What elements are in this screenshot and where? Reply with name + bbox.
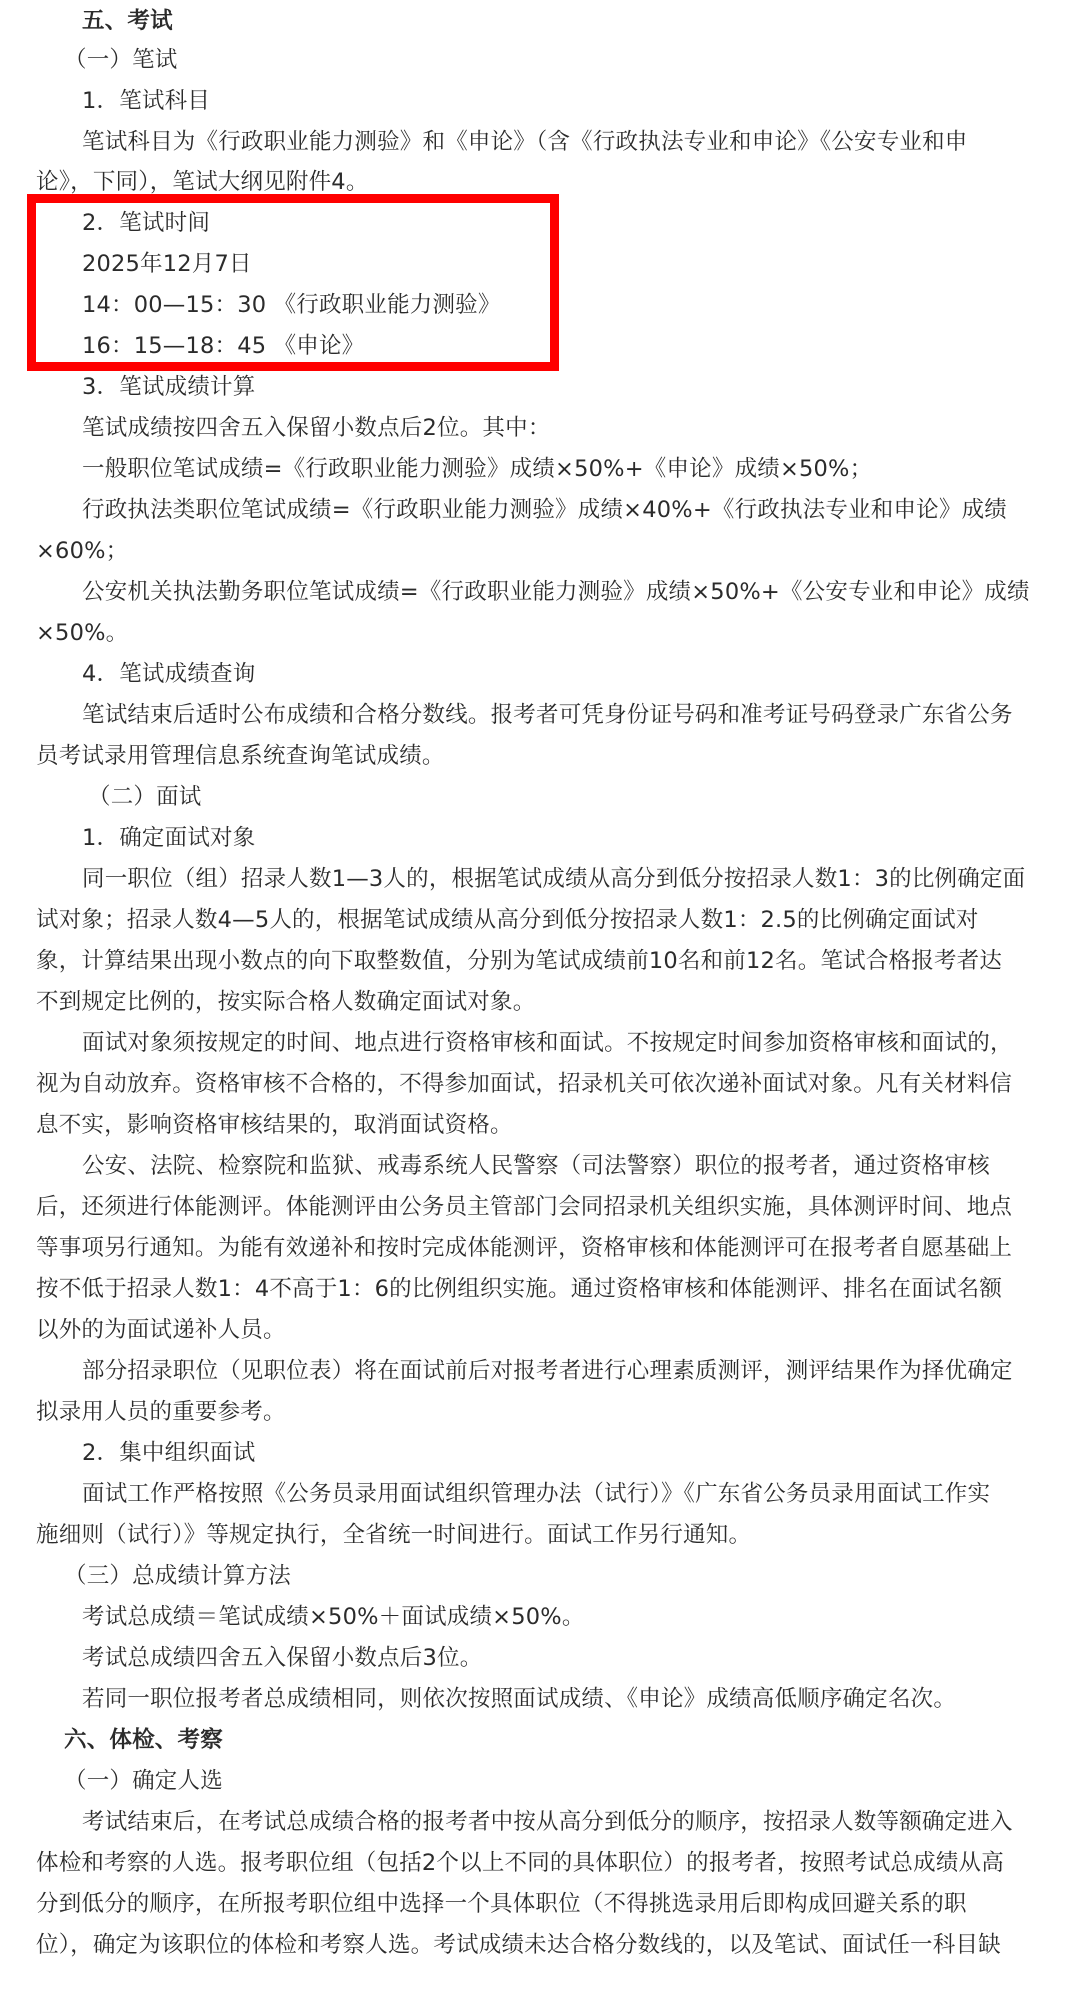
paragraph-line: ×60%； — [36, 538, 129, 564]
paragraph-line: 象，计算结果出现小数点的向下取整数值，分别为笔试成绩前10名和前12名。笔试合格报考者达 — [36, 948, 1003, 974]
paragraph-line: 不到规定比例的，按实际合格人数确定面试对象。 — [36, 989, 536, 1015]
paragraph-line: 拟录用人员的重要参考。 — [36, 1399, 286, 1425]
exam-session-2: 16：15—18：45 《申论》 — [82, 333, 365, 359]
section-heading: 五、考试 — [82, 8, 173, 34]
exam-session-1: 14：00—15：30 《行政职业能力测验》 — [82, 292, 501, 318]
paragraph-line: 笔试科目为《行政职业能力测验》和《申论》（含《行政执法专业和申论》《公安专业和申 — [82, 129, 968, 155]
item-heading: 4．笔试成绩查询 — [82, 661, 256, 687]
paragraph-line: 视为自动放弃。资格审核不合格的，不得参加面试，招录机关可依次递补面试对象。凡有关材料信 — [36, 1071, 1013, 1097]
paragraph-line: 同一职位（组）招录人数1—3人的，根据笔试成绩从高分到低分按招录人数1：3的比例确定面 — [82, 866, 1026, 892]
item-heading: 2．笔试时间 — [82, 210, 211, 236]
paragraph-line: 一般职位笔试成绩=《行政职业能力测验》成绩×50%+《申论》成绩×50%； — [82, 456, 873, 482]
paragraph-line: 公安、法院、检察院和监狱、戒毒系统人民警察（司法警察）职位的报考者，通过资格审核 — [82, 1153, 991, 1179]
item-heading: 1．笔试科目 — [82, 88, 211, 114]
subsection-heading: （三）总成绩计算方法 — [64, 1563, 292, 1589]
paragraph-line: 笔试成绩按四舍五入保留小数点后2位。其中： — [82, 415, 551, 441]
paragraph-line: 若同一职位报考者总成绩相同，则依次按照面试成绩、《申论》成绩高低顺序确定名次。 — [82, 1686, 957, 1712]
paragraph-line: 考试总成绩＝笔试成绩×50%＋面试成绩×50%。 — [82, 1604, 585, 1630]
subsection-heading: （二）面试 — [88, 784, 202, 810]
paragraph-line: ×50%。 — [36, 620, 129, 646]
paragraph-line: 笔试结束后适时公布成绩和合格分数线。报考者可凭身份证号码和准考证号码登录广东省公务 — [82, 702, 1013, 728]
item-heading: 1．确定面试对象 — [82, 825, 256, 851]
paragraph-line: 面试工作严格按照《公务员录用面试组织管理办法（试行）》《广东省公务员录用面试工作实 — [82, 1481, 991, 1507]
paragraph-line: 体检和考察的人选。报考职位组（包括2个以上不同的具体职位）的报考者，按照考试总成绩从高 — [36, 1850, 1004, 1876]
paragraph-line: 部分招录职位（见职位表）将在面试前后对报考者进行心理素质测评，测评结果作为择优确定 — [82, 1358, 1013, 1384]
paragraph-line: 位），确定为该职位的体检和考察人选。考试成绩未达合格分数线的，以及笔试、面试任一科目缺 — [36, 1932, 1001, 1958]
paragraph-line: 以外的为面试递补人员。 — [36, 1317, 286, 1343]
paragraph-line: 后，还须进行体能测评。体能测评由公务员主管部门会同招录机关组织实施，具体测评时间、地点 — [36, 1194, 1013, 1220]
section-heading: 六、体检、考察 — [64, 1727, 223, 1753]
subsection-heading: （一）确定人选 — [64, 1768, 223, 1794]
paragraph-line: 施细则（试行）》等规定执行，全省统一时间进行。面试工作另行通知。 — [36, 1522, 752, 1548]
paragraph-line: 面试对象须按规定的时间、地点进行资格审核和面试。不按规定时间参加资格审核和面试的， — [82, 1030, 1013, 1056]
exam-date: 2025年12月7日 — [82, 251, 252, 277]
paragraph-line: 论》，下同），笔试大纲见附件4。 — [36, 169, 369, 195]
paragraph-line: 试对象；招录人数4—5人的，根据笔试成绩从高分到低分按招录人数1：2.5的比例确定面试对 — [36, 907, 979, 933]
subsection-heading: （一）笔试 — [64, 47, 178, 73]
paragraph-line: 考试总成绩四舍五入保留小数点后3位。 — [82, 1645, 483, 1671]
paragraph-line: 员考试录用管理信息系统查询笔试成绩。 — [36, 743, 445, 769]
paragraph-line: 按不低于招录人数1：4不高于1：6的比例组织实施。通过资格审核和体能测评、排名在面试名额 — [36, 1276, 1003, 1302]
paragraph-line: 分到低分的顺序，在所报考职位组中选择一个具体职位（不得挑选录用后即构成回避关系的职 — [36, 1891, 967, 1917]
paragraph-line: 考试结束后，在考试总成绩合格的报考者中按从高分到低分的顺序，按招录人数等额确定进入 — [82, 1809, 1013, 1835]
item-heading: 3．笔试成绩计算 — [82, 374, 256, 400]
paragraph-line: 行政执法类职位笔试成绩=《行政职业能力测验》成绩×40%+《行政执法专业和申论》成绩 — [82, 497, 1007, 523]
paragraph-line: 等事项另行通知。为能有效递补和按时完成体能测评，资格审核和体能测评可在报考者自愿基础上 — [36, 1235, 1013, 1261]
item-heading: 2．集中组织面试 — [82, 1440, 256, 1466]
paragraph-line: 公安机关执法勤务职位笔试成绩=《行政职业能力测验》成绩×50%+《公安专业和申论》成绩 — [82, 579, 1030, 605]
paragraph-line: 息不实，影响资格审核结果的，取消面试资格。 — [36, 1112, 513, 1138]
